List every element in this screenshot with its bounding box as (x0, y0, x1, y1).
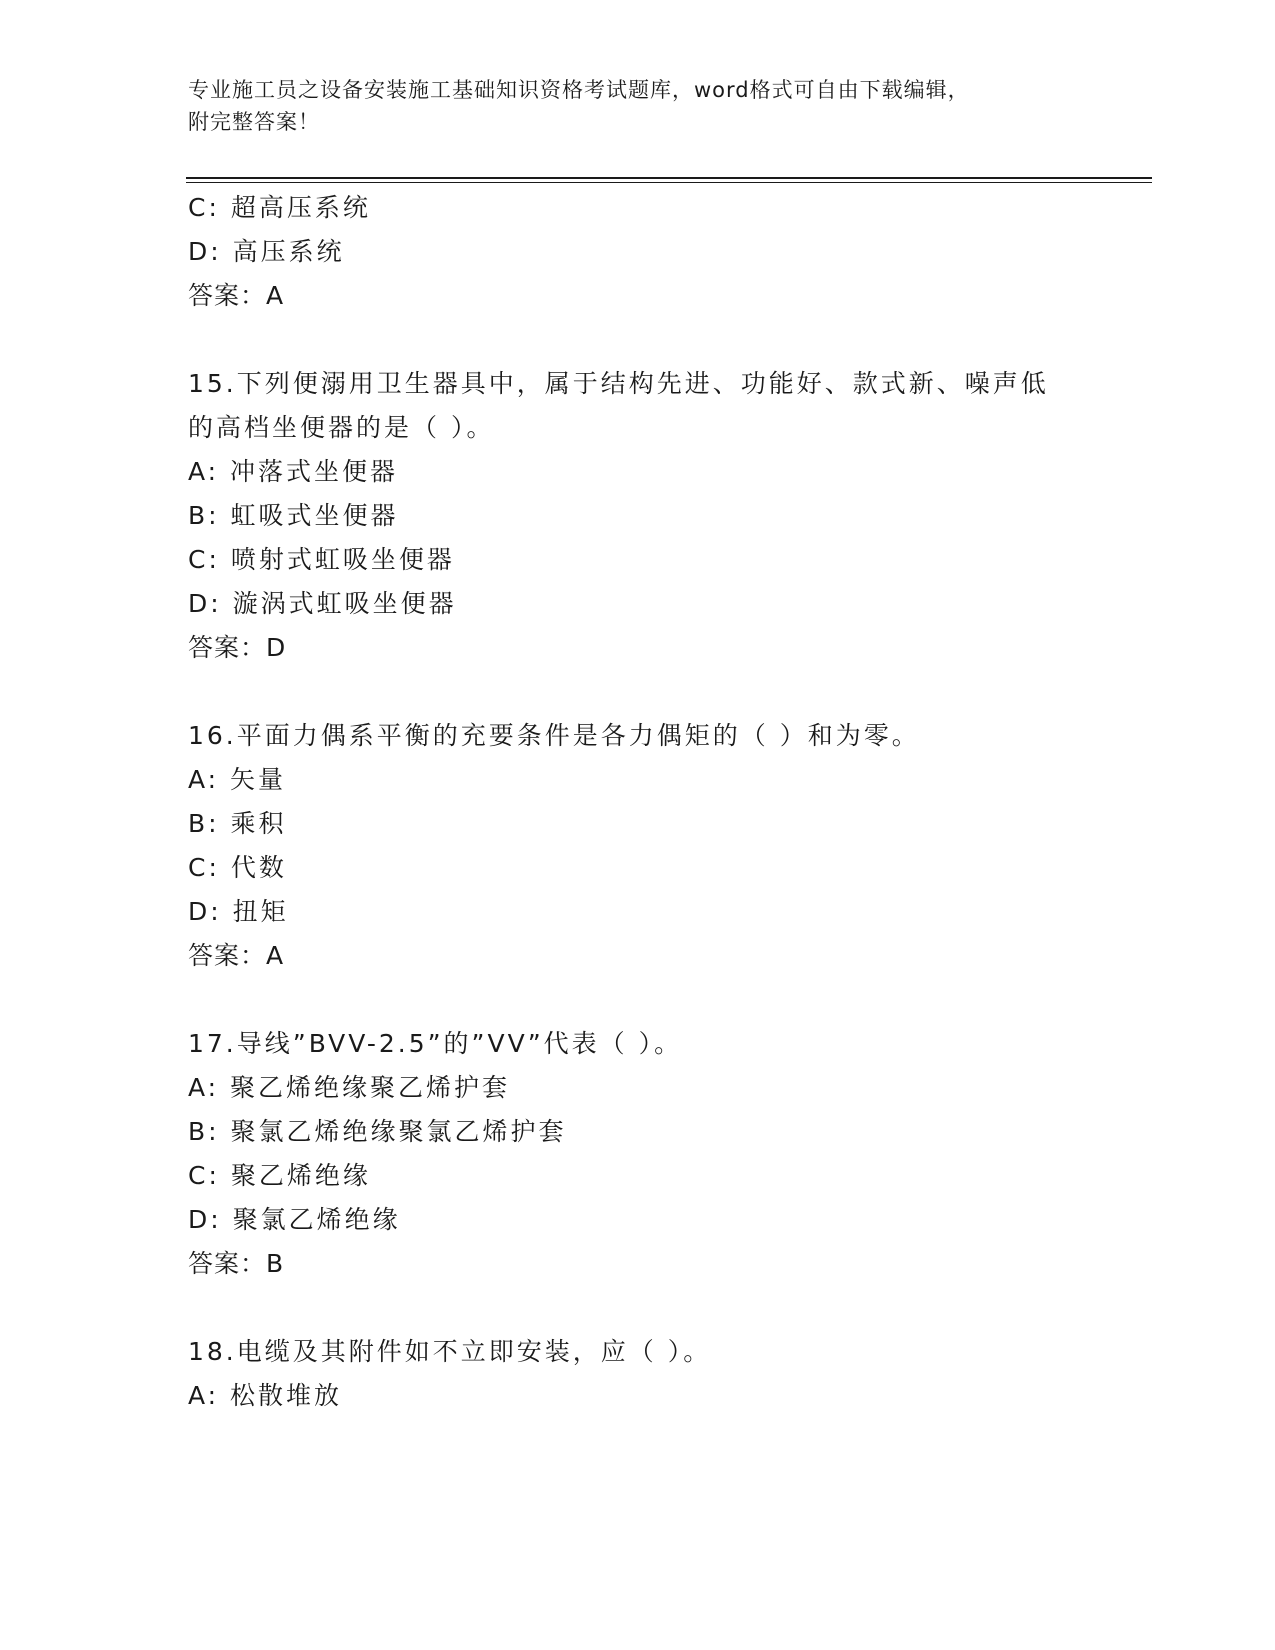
q14-answer: 答案：A (188, 281, 285, 310)
q14-option-d: D: 高压系统 (188, 237, 345, 266)
q17-option-a: A: 聚乙烯绝缘聚乙烯护套 (188, 1073, 511, 1102)
q15-option-b: B: 虹吸式坐便器 (188, 501, 399, 530)
q16-answer: 答案：A (188, 941, 285, 970)
page-header (188, 74, 1088, 138)
q17-answer: 答案：B (188, 1249, 285, 1278)
q16-option-b: B: 乘积 (188, 809, 287, 838)
q16-stem: 16.平面力偶系平衡的充要条件是各力偶矩的（ ）和为零。 (188, 721, 920, 750)
q18-option-a: A: 松散堆放 (188, 1381, 343, 1410)
q15-option-c: C: 喷射式虹吸坐便器 (188, 545, 455, 574)
q15-answer: 答案：D (188, 633, 287, 662)
header-line-2: 附完整答案！ (188, 110, 320, 134)
q15-option-a: A: 冲落式坐便器 (188, 457, 399, 486)
header-line-1: 专业施工员之设备安装施工基础知识资格考试题库，word格式可自由下载编辑， (188, 78, 970, 102)
q16-option-a: A: 矢量 (188, 765, 287, 794)
q17-option-c: C: 聚乙烯绝缘 (188, 1161, 371, 1190)
header-divider-thin (186, 182, 1152, 183)
q16-option-c: C: 代数 (188, 853, 287, 882)
q17-stem: 17.导线”BVV-2.5”的”VV”代表（ ）。 (188, 1029, 683, 1058)
q14-option-c: C: 超高压系统 (188, 193, 371, 222)
header-divider-thick (186, 177, 1152, 179)
q15-stem-line-2: 的高档坐便器的是（ ）。 (188, 413, 495, 442)
q15-option-d: D: 漩涡式虹吸坐便器 (188, 589, 457, 618)
q17-option-b: B: 聚氯乙烯绝缘聚氯乙烯护套 (188, 1117, 567, 1146)
q18-stem: 18.电缆及其附件如不立即安装，应（ ）。 (188, 1337, 712, 1366)
q17-option-d: D: 聚氯乙烯绝缘 (188, 1205, 401, 1234)
q16-option-d: D: 扭矩 (188, 897, 289, 926)
q15-stem-line-1: 15.下列便溺用卫生器具中，属于结构先进、功能好、款式新、噪声低 (188, 369, 1049, 398)
